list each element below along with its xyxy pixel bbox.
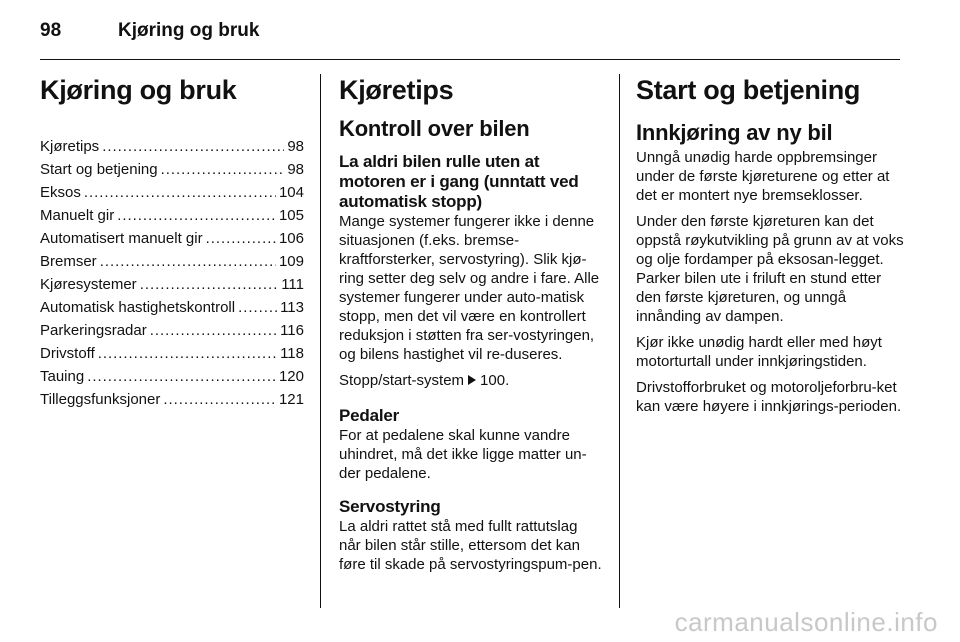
toc-item-label: Parkeringsradar xyxy=(40,322,147,339)
toc-item[interactable] xyxy=(40,181,304,204)
column-divider xyxy=(320,74,321,608)
subsection-title: Pedaler xyxy=(339,406,400,425)
toc-list xyxy=(40,135,304,411)
toc-item[interactable] xyxy=(40,342,304,365)
toc-item[interactable] xyxy=(40,296,304,319)
toc-item-label: Automatisert manuelt gir xyxy=(40,230,203,247)
toc-leader xyxy=(117,204,276,227)
toc-item[interactable] xyxy=(40,365,304,388)
toc-leader xyxy=(98,342,277,365)
page-arrow-icon xyxy=(468,375,476,385)
toc-item-label: Drivstoff xyxy=(40,345,95,362)
toc-item[interactable] xyxy=(40,319,304,342)
toc-item-label: Tauing xyxy=(40,368,85,385)
toc-leader xyxy=(150,319,277,342)
start-operation-column xyxy=(636,74,904,416)
paragraph: Unngå unødig harde oppbremsinger under de første kjøreturene og etter at det er montert nye bremseklosser. xyxy=(636,149,890,204)
toc-item[interactable] xyxy=(40,388,304,411)
toc-item-label: Tilleggsfunksjoner xyxy=(40,391,161,408)
page-number: 98 xyxy=(40,20,62,41)
watermark: carmanualsonline.info xyxy=(674,607,938,637)
toc-item-page: 105 xyxy=(278,207,304,224)
toc-leader xyxy=(140,273,279,296)
toc-title: Kjøring og bruk xyxy=(40,75,237,105)
toc-item-label: Automatisk hastighetskontroll xyxy=(40,299,236,316)
toc-item-page: 113 xyxy=(280,299,304,316)
toc-item-page: 116 xyxy=(280,322,304,339)
toc-leader xyxy=(84,181,276,204)
toc-item-label: Start og betjening xyxy=(40,161,158,178)
toc-item-label: Kjøresystemer xyxy=(40,276,137,293)
toc-item-page: 120 xyxy=(278,368,304,385)
subsection-title: La aldri bilen rulle uten at motoren er i gang (unntatt ved automatisk stopp) xyxy=(339,152,579,211)
toc-item-page: 111 xyxy=(281,276,304,293)
toc-item-label: Kjøretips xyxy=(40,138,100,155)
paragraph: Kjør ikke unødig hardt eller med høyt motorturtall under innkjøringstiden. xyxy=(636,334,882,370)
toc-item-page: 121 xyxy=(278,391,304,408)
cross-reference xyxy=(339,371,602,390)
toc-leader xyxy=(206,227,276,250)
toc-item-page: 104 xyxy=(278,184,304,201)
toc-column xyxy=(40,74,304,411)
reference-page[interactable]: 100. xyxy=(480,372,510,389)
toc-item-label: Manuelt gir xyxy=(40,207,115,224)
toc-leader xyxy=(100,250,276,273)
toc-item[interactable] xyxy=(40,227,304,250)
header-divider xyxy=(40,59,900,60)
toc-item-label: Bremser xyxy=(40,253,97,270)
section-heading: Start og betjening xyxy=(636,75,861,105)
subsection-title: Servostyring xyxy=(339,497,441,516)
toc-item[interactable] xyxy=(40,135,304,158)
toc-item[interactable] xyxy=(40,273,304,296)
paragraph: For at pedalene skal kunne vandre uhindret, må det ikke ligge matter un-der pedalene. xyxy=(339,427,587,482)
paragraph: Drivstofforbruket og motoroljeforbru-ket kan være høyere i innkjørings-perioden. xyxy=(636,379,902,415)
toc-item-page: 106 xyxy=(278,230,304,247)
driving-tips-column xyxy=(339,74,602,574)
toc-item-page: 118 xyxy=(280,345,304,362)
toc-item-page: 98 xyxy=(287,161,304,178)
toc-item-page: 109 xyxy=(278,253,304,270)
toc-item-label: Eksos xyxy=(40,184,81,201)
page-header xyxy=(40,12,900,60)
toc-leader xyxy=(161,158,285,181)
reference-text: Stopp/start-system xyxy=(339,372,465,389)
toc-leader xyxy=(87,365,276,388)
paragraph: Under den første kjøreturen kan det oppstå røykutvikling på grunn av at voks og olje fordamper på eksosan-legget. Parker bilen ute i friluft en stund etter den første kjøreturen, og unngå innånding av dampen. xyxy=(636,213,904,325)
toc-item-page: 98 xyxy=(287,138,304,155)
header-section-title: Kjøring og bruk xyxy=(118,20,260,41)
toc-leader xyxy=(238,296,277,319)
section-subheading: Innkjøring av ny bil xyxy=(636,120,833,145)
column-divider xyxy=(619,74,620,608)
paragraph: Mange systemer fungerer ikke i denne situasjonen (f.eks. bremse-kraftforsterker, servostyring). Slik kjø-ring setter deg selv og andre i fare. Alle systemer fungerer under auto-matisk stopp, men det vil være en kontrollert reduksjon i støtten fra ser-vostyringen, og bilens hastighet vil re-duseres. xyxy=(339,213,600,363)
section-heading: Kjøretips xyxy=(339,75,454,105)
toc-leader xyxy=(163,388,276,411)
toc-item[interactable] xyxy=(40,250,304,273)
section-subheading: Kontroll over bilen xyxy=(339,116,530,141)
toc-item[interactable] xyxy=(40,204,304,227)
paragraph: La aldri rattet stå med fullt rattutslag når bilen står stille, ettersom det kan føre til skade på servostyringspum-pen. xyxy=(339,518,602,573)
toc-item[interactable] xyxy=(40,158,304,181)
toc-leader xyxy=(102,135,284,158)
